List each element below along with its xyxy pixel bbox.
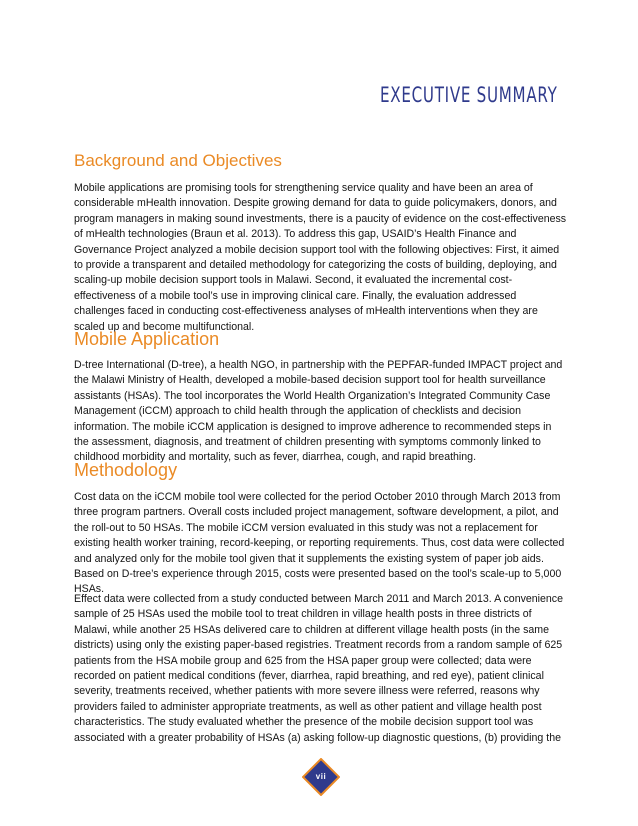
section-heading-background: Background and Objectives	[74, 151, 282, 170]
mobile-application-paragraph: D-tree International (D-tree), a health NGO, in partnership with the PEPFAR-funded IMPACT project and the Malawi Ministry of Health, developed a mobile-based decision support tool for health surveillance assistants (HSAs). The tool incorporates the World Health Organization’s Integrated Community Case Management (iCCM) approach to child health through the application of checklists and decision information. The mobile iCCM application is designed to improve adherence to recommended steps in the assessment, diagnosis, and treatment of children presenting with symptoms commonly linked to childhood morbidity and mortality, such as fever, diarrhea, cough, and rapid breathing.	[74, 359, 563, 464]
methodology-paragraph-costs: Cost data on the iCCM mobile tool were collected for the period October 2010 through March 2013 from three program partners. Overall costs included project management, software development, a pilot, and the roll-out to 50 HSAs. The mobile iCCM version evaluated in this study was not a replacement for existing health worker training, record-keeping, or reporting requirements. Thus, cost data were collected and analyzed only for the mobile tool given that it supplements the existing system of paper job aids. Based on D-tree’s experience through 2015, costs were presented based on the tool’s scale-up to 5,000 HSAs.	[74, 491, 565, 596]
methodology-paragraph-effects: Effect data were collected from a study conducted between March 2011 and March 2013. A convenience sample of 25 HSAs used the mobile tool to treat children in village health posts in three districts of Malawi, while another 25 HSAs delivered care to children at different village health posts (in the same districts) using only the existing paper-based registries. Treatment records from a random sample of 625 patients from the HSA mobile group and 625 from the HSA paper group were collected; data were recorded on patient medical conditions (fever, diarrhea, rapid breathing, and red eye), patient clinical severity, treatments received, whether patients with more severe illness were referred, reasons why providers failed to administer appropriate treatments, as well as other patient and village health post characteristics. The study evaluated whether the presence of the mobile decision support tool was associated with a greater probability of HSAs (a) asking follow-up diagnostic questions, (b) providing the	[74, 593, 563, 744]
page-title: EXECUTIVE SUMMARY	[380, 83, 558, 107]
section-heading-mobile-application: Mobile Application	[74, 329, 220, 349]
page-number: vii	[315, 772, 327, 781]
background-paragraph: Mobile applications are promising tools for strengthening service quality and have been an area of considerable mHealth innovation. Despite growing demand for data to guide policymakers, donors, and program managers in making sound investments, there is a paucity of evidence on the cost-effectiveness of mHealth technologies (Braun et al. 2013). To address this gap, USAID’s Health Finance and Governance Project analyzed a mobile decision support tool with the following objectives: First, it aimed to provide a transparent and detailed methodology for categorizing the costs of building, deploying, and scaling-up mobile decision support tools in Malawi. Second, it evaluated the incremental cost-effectiveness of a mobile tool’s use in improving clinical care. Finally, the evaluation addressed challenges faced in conducting cost-effectiveness analyses of mHealth interventions when they are scaled up and become multifunctional.	[74, 182, 567, 333]
section-heading-methodology: Methodology	[74, 460, 178, 480]
